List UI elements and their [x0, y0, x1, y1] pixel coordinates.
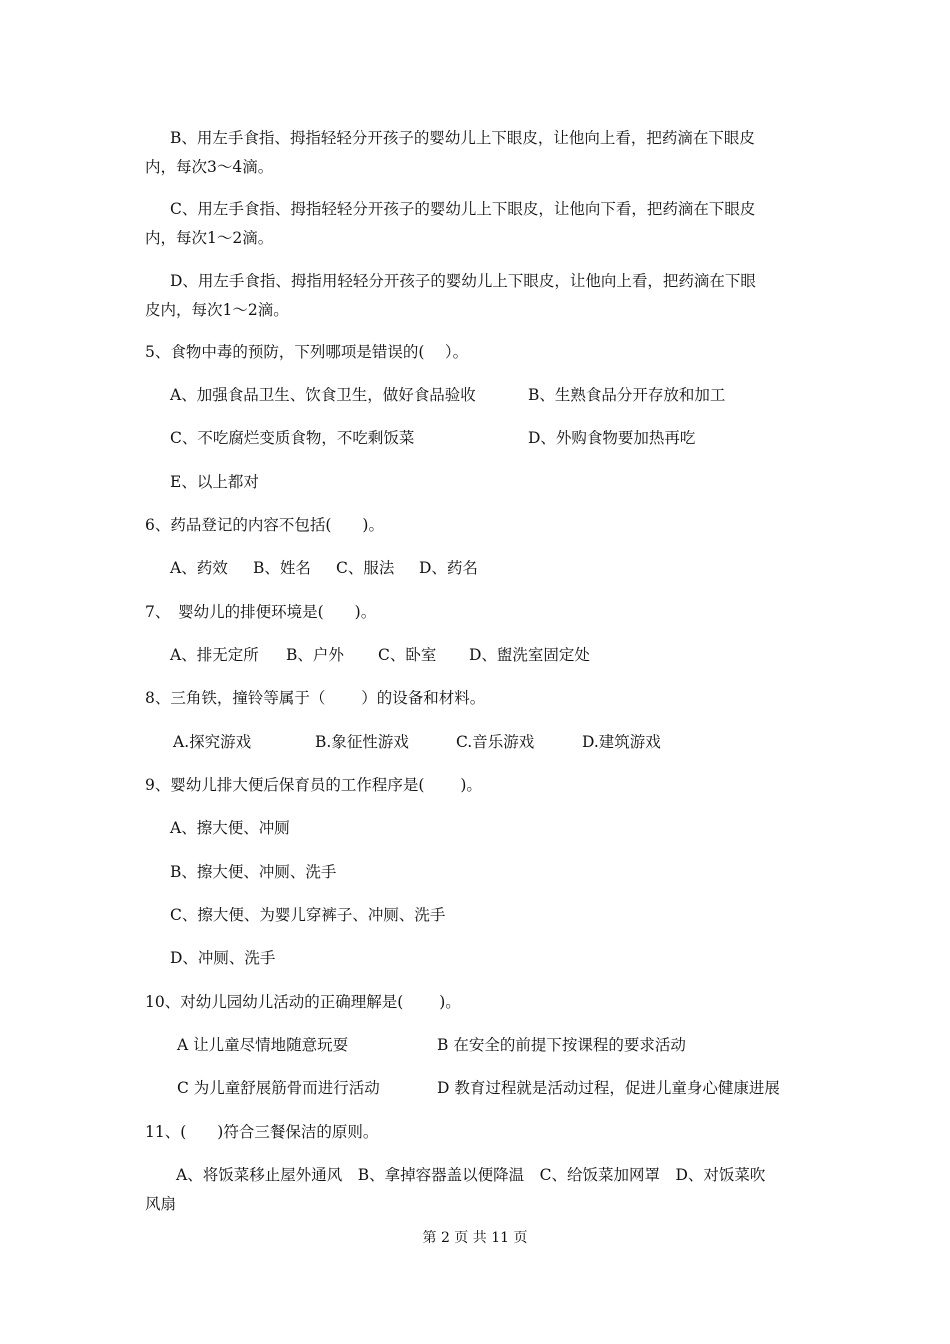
q6-option-d: D、药名: [419, 559, 478, 577]
q6-option-b: B、姓名: [253, 559, 311, 577]
q5-option-e: E、以上都对: [170, 473, 259, 491]
q4-option-d-line2: 皮内，每次1～2滴。: [145, 301, 289, 319]
q5-option-c: C、不吃腐烂变质食物，不吃剩饭菜: [170, 429, 415, 447]
q8-option-d: D.建筑游戏: [582, 733, 661, 751]
q10-option-b: B 在安全的前提下按课程的要求活动: [437, 1036, 686, 1054]
q10-stem: 10、对幼儿园幼儿活动的正确理解是( )。: [145, 993, 461, 1011]
q8-option-c: C.音乐游戏: [456, 733, 535, 751]
q9-option-d: D、冲厕、洗手: [170, 949, 276, 967]
q9-option-a: A、擦大便、冲厕: [170, 819, 290, 837]
q8-option-a: A.探究游戏: [173, 733, 252, 751]
q5-stem: 5、食物中毒的预防，下列哪项是错误的( ）。: [145, 343, 469, 361]
q7-option-c: C、卧室: [378, 646, 437, 664]
q6-stem: 6、药品登记的内容不包括( )。: [145, 516, 384, 534]
q9-stem: 9、婴幼儿排大便后保育员的工作程序是( )。: [145, 776, 482, 794]
q4-option-c-line1: C、用左手食指、拇指轻轻分开孩子的婴幼儿上下眼皮，让他向下看，把药滴在下眼皮: [170, 200, 756, 218]
q11-options-line1: A、将饭菜移止屋外通风 B、拿掉容器盖以便降温 C、给饭菜加网罩 D、对饭菜吹: [176, 1166, 766, 1184]
q8-option-b: B.象征性游戏: [315, 733, 409, 751]
q10-option-a: A 让儿童尽情地随意玩耍: [177, 1036, 349, 1054]
q6-option-c: C、服法: [336, 559, 395, 577]
page-number-footer: 第 2 页 共 11 页: [422, 1230, 528, 1246]
q7-option-d: D、盥洗室固定处: [469, 646, 590, 664]
q10-option-d: D 教育过程就是活动过程，促进儿童身心健康进展: [437, 1079, 780, 1097]
q8-stem: 8、三角铁，撞铃等属于（ ）的设备和材料。: [145, 689, 486, 707]
q4-option-c-line2: 内，每次1～2滴。: [145, 229, 274, 247]
q7-stem: 7、 婴幼儿的排便环境是( )。: [145, 603, 377, 621]
q4-option-d-line1: D、用左手食指、拇指用轻轻分开孩子的婴幼儿上下眼皮，让他向上看，把药滴在下眼: [170, 272, 756, 290]
q5-option-d: D、外购食物要加热再吃: [528, 429, 696, 447]
q9-option-c: C、擦大便、为婴儿穿裤子、冲厕、洗手: [170, 906, 446, 924]
q4-option-b-line1: B、用左手食指、拇指轻轻分开孩子的婴幼儿上下眼皮，让他向上看，把药滴在下眼皮: [170, 129, 755, 147]
q11-stem: 11、( )符合三餐保洁的原则。: [145, 1123, 379, 1141]
q5-option-b: B、生熟食品分开存放和加工: [528, 386, 726, 404]
q4-option-b-line2: 内，每次3～4滴。: [145, 158, 274, 176]
q7-option-b: B、户外: [286, 646, 344, 664]
q5-option-a: A、加强食品卫生、饮食卫生，做好食品验收: [170, 386, 476, 404]
q6-option-a: A、药效: [170, 559, 228, 577]
q10-option-c: C 为儿童舒展筋骨而进行活动: [177, 1079, 380, 1097]
q7-option-a: A、排无定所: [170, 646, 259, 664]
q11-options-line2: 风扇: [145, 1195, 177, 1213]
q9-option-b: B、擦大便、冲厕、洗手: [170, 863, 337, 881]
